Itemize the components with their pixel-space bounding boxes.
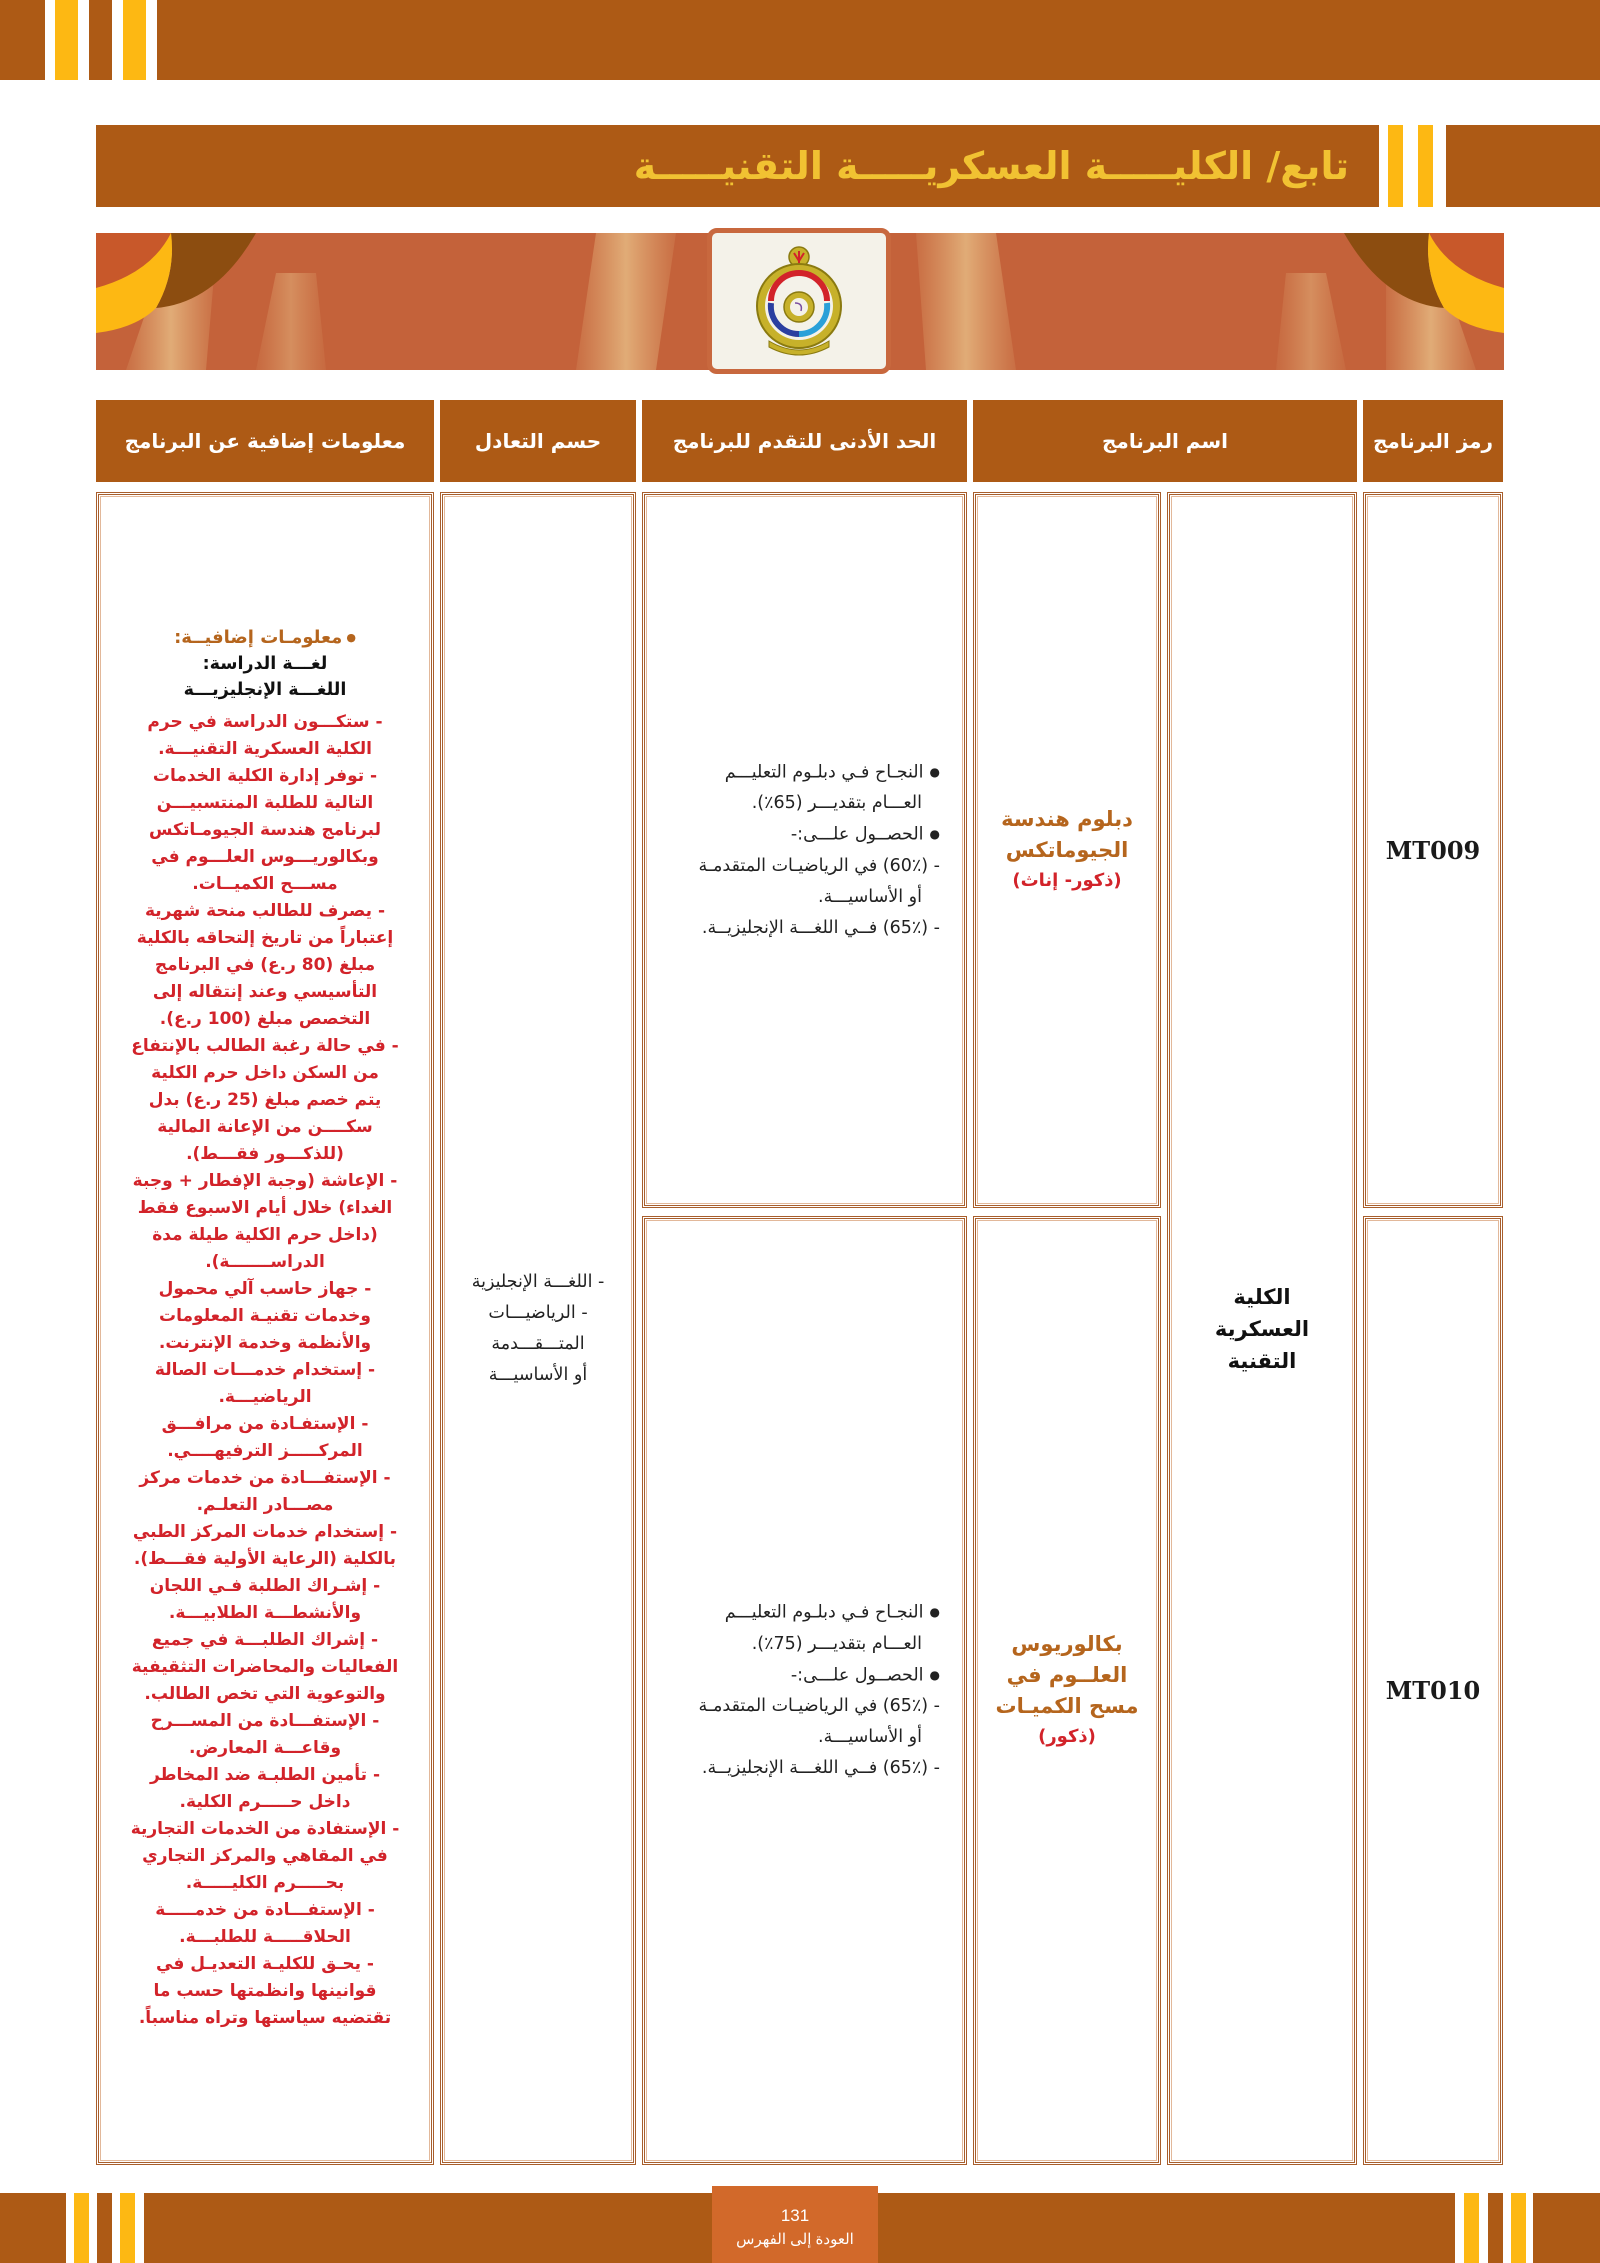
info-line: الغداء) خلال أيام الاسبوع فقط — [137, 1198, 393, 1218]
title-stripe — [1388, 125, 1403, 207]
equivalency-line: المتـــقـــدمة — [491, 1333, 585, 1354]
program-gender: (ذكور) — [1038, 1726, 1096, 1747]
info-line: - يحـق للكليـة التعديـل في — [156, 1954, 374, 1974]
program-name — [996, 1629, 1139, 1722]
header-equivalency: حسم التعادل — [440, 400, 636, 482]
info-line: - إستخدام خدمات المركز الطبي — [132, 1522, 398, 1542]
info-line: التأسيسي وعند إنتقاله إلى — [152, 982, 378, 1002]
info-line: (للذكـــور فقـــط). — [186, 1144, 344, 1164]
study-language-value: اللغـــة الإنجليزيـــة — [183, 680, 347, 700]
footer-stripe — [1464, 2193, 1479, 2263]
info-line: التالية للطلبة المنتسبيـــن — [156, 793, 374, 813]
top-bar-stripe — [123, 0, 146, 80]
requirements-list — [645, 757, 964, 944]
info-line: - في حالة رغبة الطالب بالإنتفاع — [131, 1036, 399, 1056]
back-to-index-link[interactable]: العودة إلى الفهرس — [736, 2231, 854, 2248]
program-code: MT010 — [1385, 1676, 1481, 1705]
footer-segment — [0, 2193, 66, 2263]
requirement-line: - (65٪) فــي اللغـــة الإنجليزيــة. — [701, 1758, 940, 1778]
info-line: إعتباراً من تاريخ إلتحاقه بالكلية — [136, 928, 394, 948]
info-line: والتوعوية التي تخص الطالب. — [144, 1684, 386, 1704]
header-program-name: اسم البرنامج — [973, 400, 1357, 482]
info-line: مصـــادر التعلـم. — [196, 1495, 334, 1515]
top-bar-segment — [89, 0, 112, 80]
table-row-1-code — [1363, 492, 1503, 1208]
additional-info-heading: ● معلومـات إضافيــة: — [174, 625, 356, 651]
requirements-list — [645, 1597, 964, 1784]
requirement-line: - (60٪) في الرياضيـات المتقدمـة — [698, 855, 940, 876]
requirement-line: - (65٪) فــي اللغـــة الإنجليزيــة. — [701, 917, 940, 938]
additional-info-list — [123, 709, 408, 2032]
program-name-line: دبلوم هندسة — [1001, 807, 1133, 831]
footer-stripe — [1511, 2193, 1526, 2263]
header-program-code: رمز البرنامج — [1363, 400, 1503, 482]
requirement-line: - (65٪) في الرياضيـات المتقدمـة — [698, 1696, 940, 1716]
info-line: والأنشطـــة الطلابيـــة. — [168, 1603, 362, 1623]
page-title: تابع/ الكليـــــة العسكريـــــة التقنيـــــة — [633, 144, 1349, 188]
equivalency-line: - اللغـــة الإنجليزية — [471, 1271, 605, 1292]
requirement-line: العـــام بتقديـــر (65٪). — [751, 793, 922, 813]
info-line: وخدمات تقنيـة المعلومات — [159, 1306, 371, 1326]
info-line: الدراســـــــة). — [205, 1252, 325, 1272]
info-line: الفعاليات والمحاضرات التثقيفية — [131, 1657, 399, 1677]
footer-segment — [1533, 2193, 1600, 2263]
college-logo — [707, 228, 891, 374]
info-line: تقتضيه سياستها وتراه مناسباً. — [138, 2008, 392, 2028]
info-line: - الإستفـــادة من المســـرح — [150, 1711, 380, 1731]
equivalency-list — [472, 1267, 605, 1391]
requirement-line: ● الحصــول علـــى:- — [659, 819, 940, 851]
program-name-line: مسح الكميـات — [995, 1694, 1139, 1718]
info-line: - الإستفـــادة من خدمات مركز — [139, 1468, 391, 1488]
requirement-line: أو الأساسيـــة. — [818, 1727, 922, 1747]
info-line: - الإستفـادة من مرافـــق — [161, 1414, 369, 1434]
requirement-line: ● النجـاح فـي دبلـوم التعليـــم — [659, 1597, 940, 1629]
college-name — [1215, 1281, 1309, 1377]
header-min-requirement: الحد الأدنى للتقدم للبرنامج — [642, 400, 967, 482]
info-line: في المقاهي والمركز التجاري — [142, 1846, 388, 1866]
info-line: بحـــــرم الكليـــــة. — [185, 1873, 345, 1893]
info-line: والأنظمة وخدمة الإنترنت. — [158, 1333, 372, 1353]
top-bar-stripe — [55, 0, 78, 80]
program-code: MT009 — [1385, 835, 1481, 865]
info-line: من السكن داخل حرم الكلية — [151, 1063, 379, 1083]
info-line: - توفر إدارة الكلية الخدمات — [152, 766, 378, 786]
info-line: - الإستفـــادة من خدمـــــة — [155, 1900, 375, 1920]
table-row-1-requirements — [642, 492, 967, 1208]
info-line: وبكالوريـــوس العلـــوم في — [151, 847, 379, 867]
info-line: يتم خصم مبلغ (25 ر.ع) بدل — [148, 1090, 382, 1110]
footer-segment — [97, 2193, 112, 2263]
equivalency-cell — [440, 492, 636, 2165]
info-line: المركـــــز الترفيهــــي. — [167, 1441, 363, 1461]
info-line: - إشـراك الطلبة فـي اللجان — [149, 1576, 381, 1596]
info-line: قوانينها وانظمتها حسب ما — [153, 1981, 377, 2001]
footer-stripe — [120, 2193, 135, 2263]
requirement-line: أو الأساسيـــة. — [818, 886, 922, 907]
table-row-1-program-name — [973, 492, 1161, 1208]
info-line: وقاعـــة المعارض. — [188, 1738, 342, 1758]
info-line: داخل حـــــرم الكلية. — [179, 1792, 351, 1812]
college-line: التقنية — [1227, 1348, 1297, 1373]
info-line: مســـح الكميــات. — [192, 874, 338, 894]
equivalency-line: - الرياضيـــات — [488, 1302, 588, 1323]
info-line: (داخل حرم الكلية طيلة مدة — [152, 1225, 378, 1245]
footer-page-tab — [712, 2186, 878, 2263]
title-stripe — [1418, 125, 1433, 207]
info-line: مبلغ (80 ر.ع) في البرنامج — [154, 955, 376, 975]
table-row-2-program-name — [973, 1216, 1161, 2165]
info-line: - جهاز حاسب آلي محمول — [158, 1279, 372, 1299]
footer-segment — [1488, 2193, 1503, 2263]
equivalency-line: أو الأساسيـــة — [488, 1364, 588, 1385]
info-line: - الإعاشة (وجبة الإفطار + وجبة — [132, 1171, 398, 1191]
title-bar-end — [1446, 125, 1600, 207]
table-row-2-code — [1363, 1216, 1503, 2165]
page-number: 131 — [780, 2206, 810, 2225]
info-line: - إستخدام خدمـــات الصالة — [154, 1360, 376, 1380]
title-bar — [96, 125, 1379, 207]
requirement-line: العـــام بتقديـــر (75٪). — [751, 1633, 922, 1654]
program-name-line: العلــوم في — [1006, 1663, 1128, 1687]
requirement-line: ● النجـاح فـي دبلـوم التعليـــم — [659, 757, 940, 789]
program-gender: (ذكور- إناث) — [1012, 870, 1122, 891]
info-line: الكلية العسكرية التقنيـــة. — [158, 739, 372, 759]
info-line: - إشراك الطلبـــة في جميع — [151, 1630, 379, 1650]
footer-stripe — [74, 2193, 89, 2263]
top-bar-segment — [0, 0, 45, 80]
college-cell — [1167, 492, 1357, 2165]
info-line: بالكلية (الرعاية الأولية فقـــط). — [133, 1549, 397, 1569]
info-line: - تأمين الطلبـة ضد المخاطر — [149, 1765, 381, 1785]
info-line: - يصرف للطالب منحة شهرية — [144, 901, 386, 921]
info-line: الرياضيـــة. — [218, 1387, 312, 1407]
college-line: الكلية — [1233, 1284, 1291, 1309]
college-line: العسكرية — [1214, 1316, 1310, 1341]
table-row-2-requirements — [642, 1216, 967, 2165]
study-language-label: لغـــة الدراسة: — [202, 654, 328, 674]
info-line: لبرنامج هندسة الجيومـاتكس — [149, 820, 381, 840]
info-line: التخصص مبلغ (100 ر.ع). — [159, 1009, 371, 1029]
program-name-line: بكالوريوس — [1011, 1632, 1123, 1656]
info-line: سكــــن من الإعانة المالية — [157, 1117, 373, 1137]
info-line: - الإستفادة من الخدمات التجارية — [130, 1819, 400, 1839]
program-name — [1001, 804, 1133, 866]
additional-info-cell — [96, 492, 434, 2165]
program-name-line: الجيوماتكس — [1005, 838, 1129, 862]
info-line: - ستكـــون الدراسة في حرم — [147, 712, 383, 732]
emblem-icon — [749, 241, 849, 361]
info-line: الحلاقـــــة للطلبـــة. — [179, 1927, 351, 1947]
header-additional-info: معلومات إضافية عن البرنامج — [96, 400, 434, 482]
top-bar-segment — [157, 0, 1600, 80]
requirement-line: ● الحصــول علـــى:- — [659, 1660, 940, 1692]
